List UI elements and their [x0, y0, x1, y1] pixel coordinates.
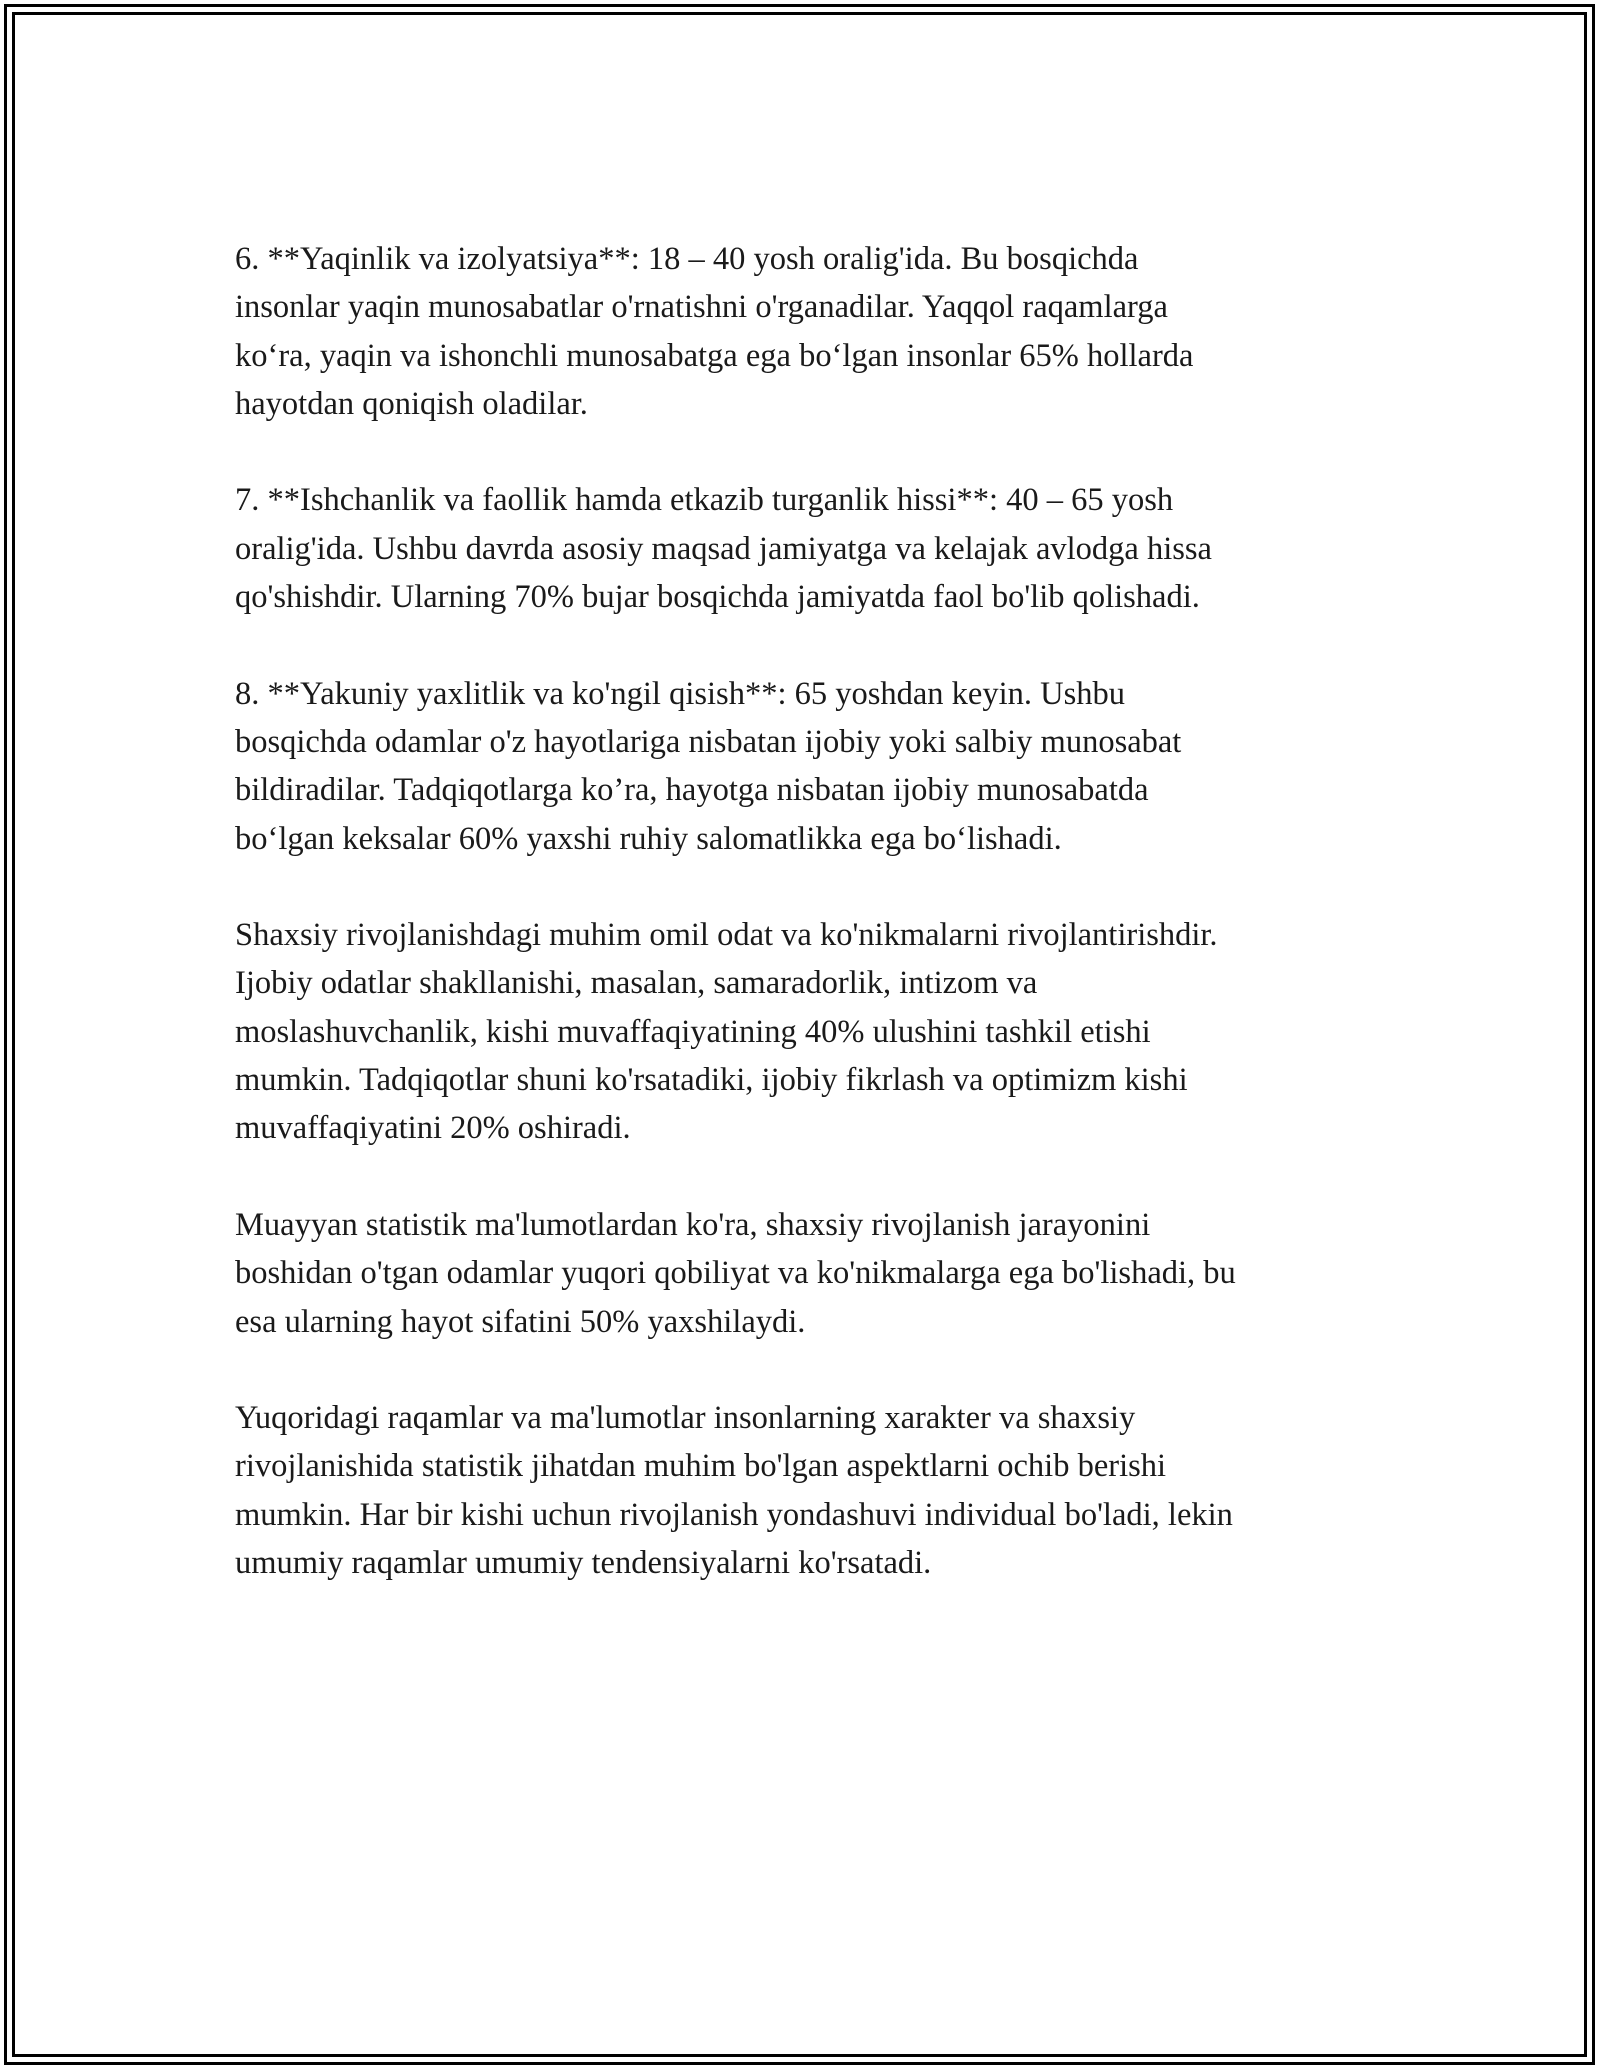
text-line: rivojlanishida statistik jihatdan muhim bo'lgan aspektlarni ochib berishi: [235, 1448, 1167, 1485]
text-line: ko‘ra, yaqin va ishonchli munosabatga ega bo‘lgan insonlar 65% hollarda: [235, 337, 1194, 374]
text-line: mumkin. Tadqiqotlar shuni ko'rsatadiki, ijobiy fikrlash va optimizm kishi: [235, 1062, 1188, 1099]
paragraph-conclusion: [235, 1394, 1375, 1587]
text-line: Muayyan statistik ma'lumotlardan ko'ra, shaxsiy rivojlanish jarayonini: [235, 1206, 1151, 1243]
paragraph-stage-6: [235, 235, 1375, 428]
text-line: mumkin. Har bir kishi uchun rivojlanish yondashuvi individual bo'ladi, lekin: [235, 1496, 1233, 1533]
text-line: hayotdan qoniqish oladilar.: [235, 385, 588, 422]
text-line: qo'shishdir. Ularning 70% bujar bosqichda jamiyatda faol bo'lib qolishadi.: [235, 579, 1200, 616]
text-line: esa ularning hayot sifatini 50% yaxshilaydi.: [235, 1303, 806, 1340]
paragraph-statistics: [235, 1201, 1375, 1346]
text-line: Yuqoridagi raqamlar va ma'lumotlar insonlarning xarakter va shaxsiy: [235, 1400, 1136, 1437]
text-line: boshidan o'tgan odamlar yuqori qobiliyat va ko'nikmalarga ega bo'lishadi, bu: [235, 1255, 1236, 1292]
text-line: bildiradilar. Tadqiqotlarga ko’ra, hayotga nisbatan ijobiy munosabatda: [235, 772, 1149, 809]
text-line: 7. **Ishchanlik va faollik hamda etkazib turganlik hissi**: 40 – 65 yosh: [235, 482, 1174, 519]
text-line: moslashuvchanlik, kishi muvaffaqiyatining 40% ulushini tashkil etishi: [235, 1013, 1151, 1050]
text-line: bo‘lgan keksalar 60% yaxshi ruhiy salomatlikka ega bo‘lishadi.: [235, 820, 1062, 857]
text-line: bosqichda odamlar o'z hayotlariga nisbatan ijobiy yoki salbiy munosabat: [235, 723, 1182, 760]
paragraph-habits: [235, 911, 1375, 1152]
paragraph-stage-8: [235, 670, 1375, 863]
text-line: oralig'ida. Ushbu davrda asosiy maqsad jamiyatga va kelajak avlodga hissa: [235, 530, 1212, 567]
text-line: umumiy raqamlar umumiy tendensiyalarni ko'rsatadi.: [235, 1545, 932, 1582]
text-line: insonlar yaqin munosabatlar o'rnatishni o'rganadilar. Yaqqol raqamlarga: [235, 289, 1168, 326]
document-body: [235, 235, 1375, 1636]
text-line: 6. **Yaqinlik va izolyatsiya**: 18 – 40 yosh oralig'ida. Bu bosqichda: [235, 241, 1139, 277]
text-line: Shaxsiy rivojlanishdagi muhim omil odat va ko'nikmalarni rivojlantirishdir.: [235, 917, 1218, 954]
paragraph-stage-7: [235, 476, 1375, 621]
text-line: 8. **Yakuniy yaxlitlik va ko'ngil qisish**: 65 yoshdan keyin. Ushbu: [235, 675, 1125, 712]
text-line: muvaffaqiyatini 20% oshiradi.: [235, 1110, 631, 1147]
text-line: Ijobiy odatlar shakllanishi, masalan, samaradorlik, intizom va: [235, 965, 1038, 1002]
